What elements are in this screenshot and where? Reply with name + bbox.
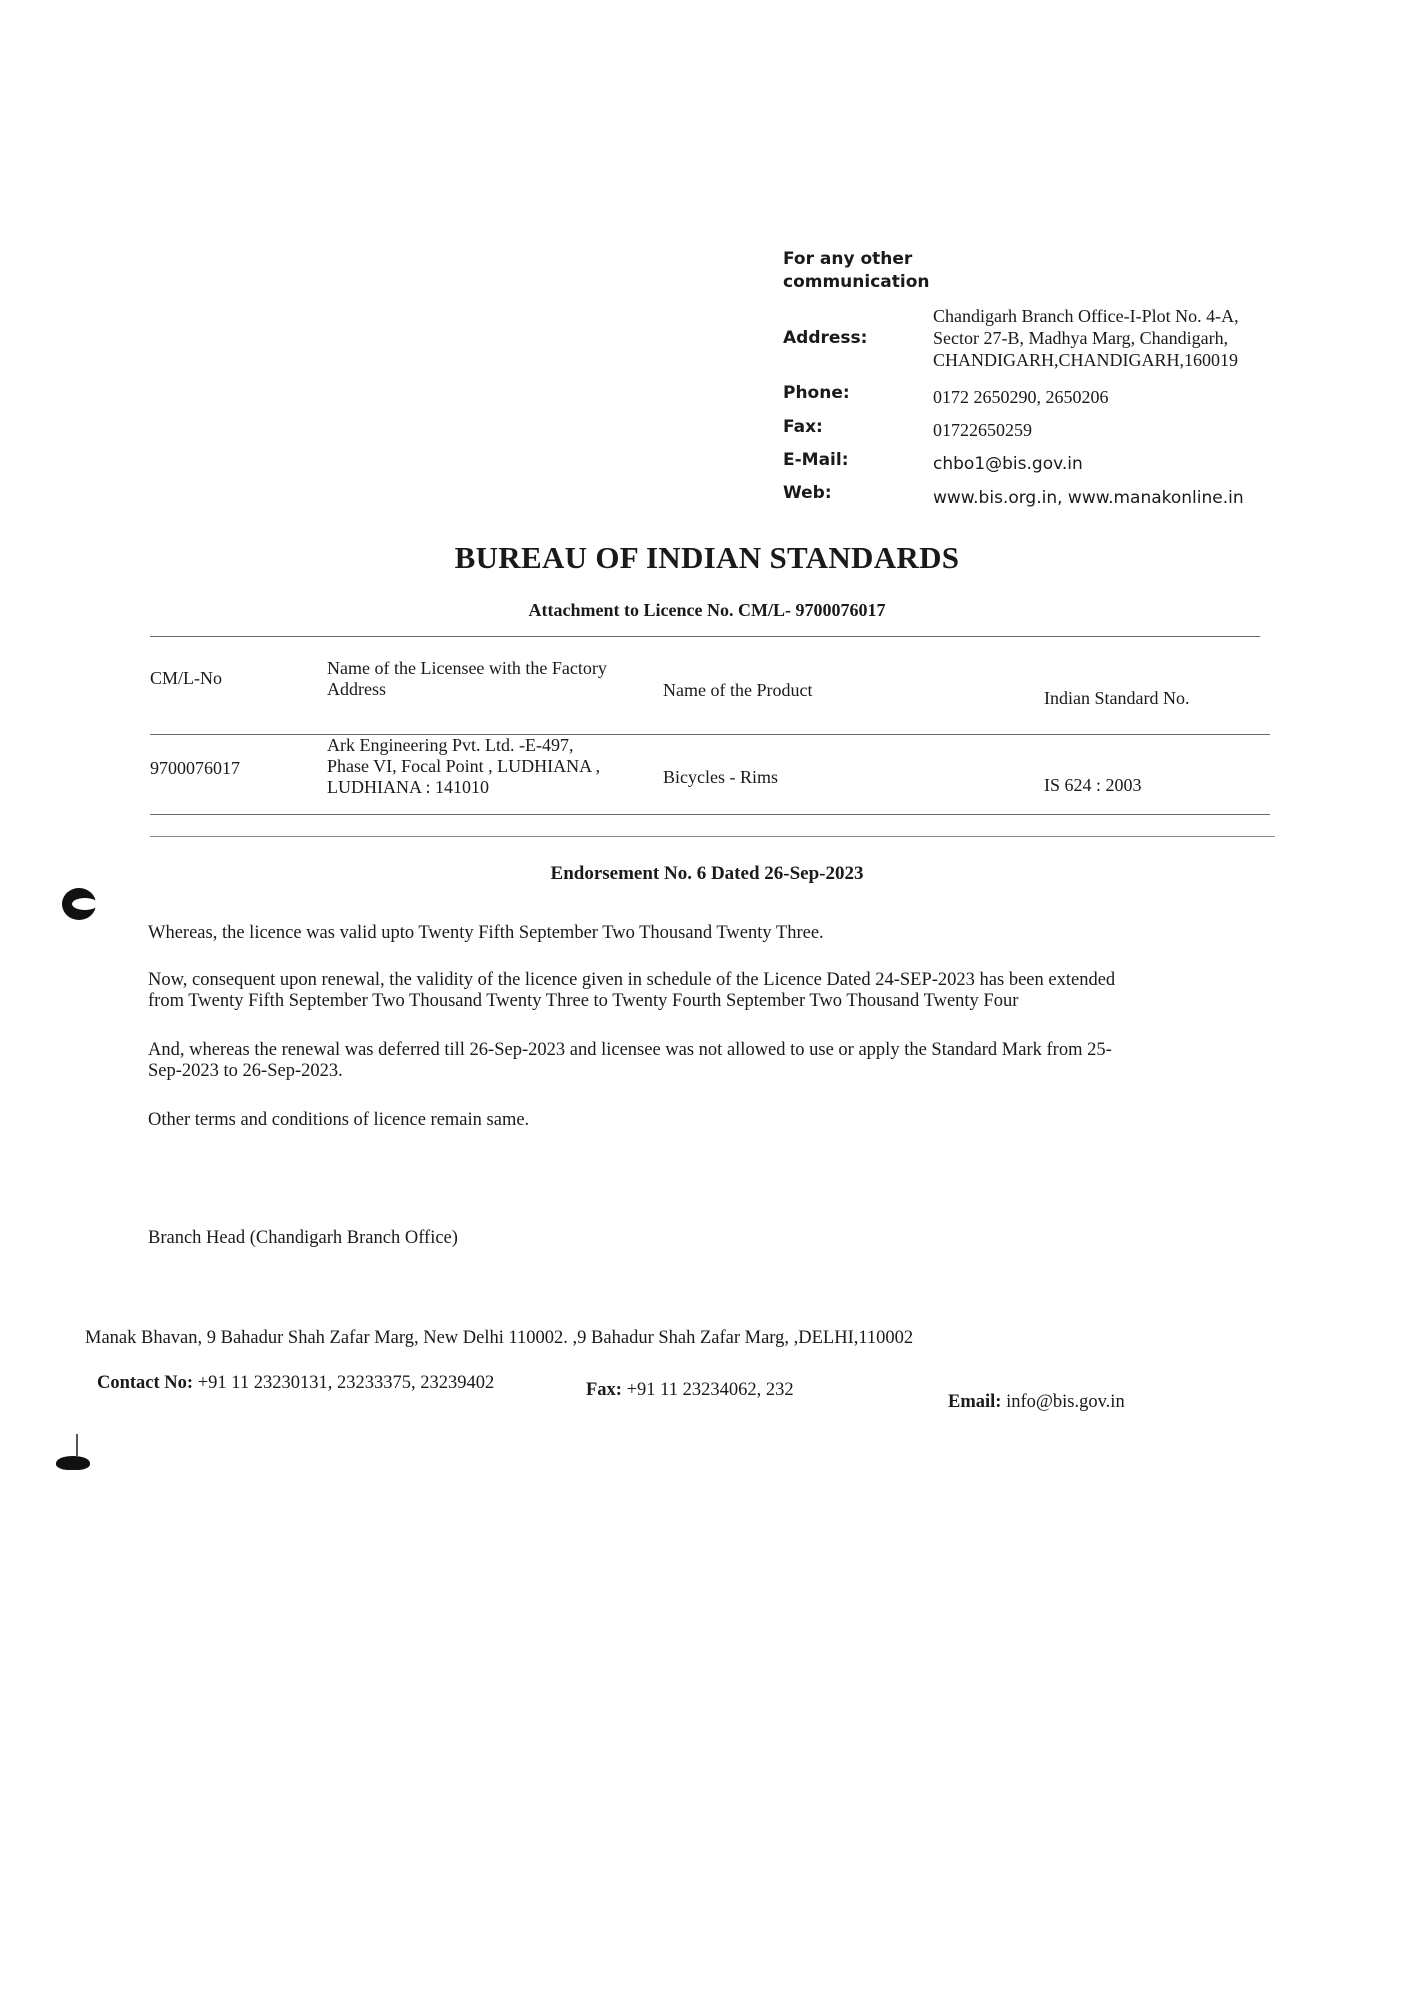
paragraph-renewal-line2: from Twenty Fifth September Two Thousand Twenty Three to Twenty Fourth September Two Thousand Twenty Four <box>148 991 1019 1011</box>
paragraph-deferred-line2: Sep-2023 to 26-Sep-2023. <box>148 1061 343 1081</box>
header-standard: Indian Standard No. <box>1044 688 1190 708</box>
row-licensee <box>327 735 600 798</box>
punch-hole-mark-highlight <box>72 898 98 910</box>
paragraph-renewal-line1: Now, consequent upon renewal, the validity of the licence given in schedule of the Licence Dated 24-SEP-2023 has been extended <box>148 970 1116 990</box>
fax-label: Fax: <box>783 417 823 437</box>
paragraph-terms: Other terms and conditions of licence remain same. <box>148 1110 530 1130</box>
paragraph-deferred-line1: And, whereas the renewal was deferred till 26-Sep-2023 and licensee was not allowed to use or apply the Standard Mark from 25- <box>148 1040 1112 1060</box>
row-licensee-line1: Ark Engineering Pvt. Ltd. -E-497, <box>327 735 574 755</box>
email-label: E-Mail: <box>783 450 849 470</box>
scan-speck <box>76 1434 78 1456</box>
footer-contact-value: +91 11 23230131, 23233375, 23239402 <box>197 1373 495 1393</box>
contact-heading <box>783 248 930 294</box>
table-top-rule <box>150 636 1260 637</box>
footer-email <box>948 1392 1125 1413</box>
row-cml: 9700076017 <box>150 758 240 778</box>
email-value[interactable]: chbo1@bis.gov.in <box>933 454 1083 474</box>
footer-email-value[interactable]: info@bis.gov.in <box>1006 1392 1125 1412</box>
phone-value: 0172 2650290, 2650206 <box>933 387 1109 407</box>
paragraph-renewal <box>148 970 1258 1012</box>
web-label: Web: <box>783 483 832 503</box>
address-value <box>933 305 1239 371</box>
header-cml: CM/L-No <box>150 668 222 688</box>
footer-address: Manak Bhavan, 9 Bahadur Shah Zafar Marg, New Delhi 110002. ,9 Bahadur Shah Zafar Marg, ,DELHI,110002 <box>85 1328 914 1348</box>
table-bottom-rule <box>150 814 1270 815</box>
row-standard: IS 624 : 2003 <box>1044 775 1142 795</box>
row-product: Bicycles - Rims <box>663 767 778 787</box>
footer-fax <box>586 1380 794 1401</box>
table-header-rule <box>150 734 1270 735</box>
address-line-2: Sector 27-B, Madhya Marg, Chandigarh, <box>933 328 1229 348</box>
row-licensee-line2: Phase VI, Focal Point , LUDHIANA , <box>327 756 601 776</box>
footer-fax-value: +91 11 23234062, 232 <box>626 1380 794 1400</box>
header-product: Name of the Product <box>663 680 813 700</box>
header-licensee-line1: Name of the Licensee with the Factory <box>327 658 607 678</box>
contact-heading-line1: For any other <box>783 249 913 269</box>
endorsement-heading: Endorsement No. 6 Dated 26-Sep-2023 <box>550 863 864 884</box>
phone-label: Phone: <box>783 383 850 403</box>
address-line-1: Chandigarh Branch Office-I-Plot No. 4-A, <box>933 306 1239 326</box>
footer-contact <box>97 1373 494 1394</box>
contact-heading-line2: communication <box>783 272 930 292</box>
signature-block: Branch Head (Chandigarh Branch Office) <box>148 1228 458 1248</box>
punch-hole-mark-lower <box>56 1456 90 1470</box>
table-double-rule <box>150 836 1275 837</box>
paragraph-deferred <box>148 1040 1258 1082</box>
address-label: Address: <box>783 328 868 348</box>
fax-value: 01722650259 <box>933 420 1032 440</box>
address-line-3: CHANDIGARH,CHANDIGARH,160019 <box>933 350 1238 370</box>
web-value[interactable]: www.bis.org.in, www.manakonline.in <box>933 488 1244 508</box>
row-licensee-line3: LUDHIANA : 141010 <box>327 777 489 797</box>
footer-fax-label: Fax: <box>586 1380 622 1400</box>
footer-email-label: Email: <box>948 1392 1002 1412</box>
page-title: BUREAU OF INDIAN STANDARDS <box>454 540 960 575</box>
header-licensee-line2: Address <box>327 679 386 699</box>
licence-subtitle: Attachment to Licence No. CM/L- 9700076017 <box>528 600 886 620</box>
header-licensee <box>327 658 607 700</box>
paragraph-validity: Whereas, the licence was valid upto Twenty Fifth September Two Thousand Twenty Three. <box>148 923 824 943</box>
footer-contact-label: Contact No: <box>97 1373 194 1393</box>
